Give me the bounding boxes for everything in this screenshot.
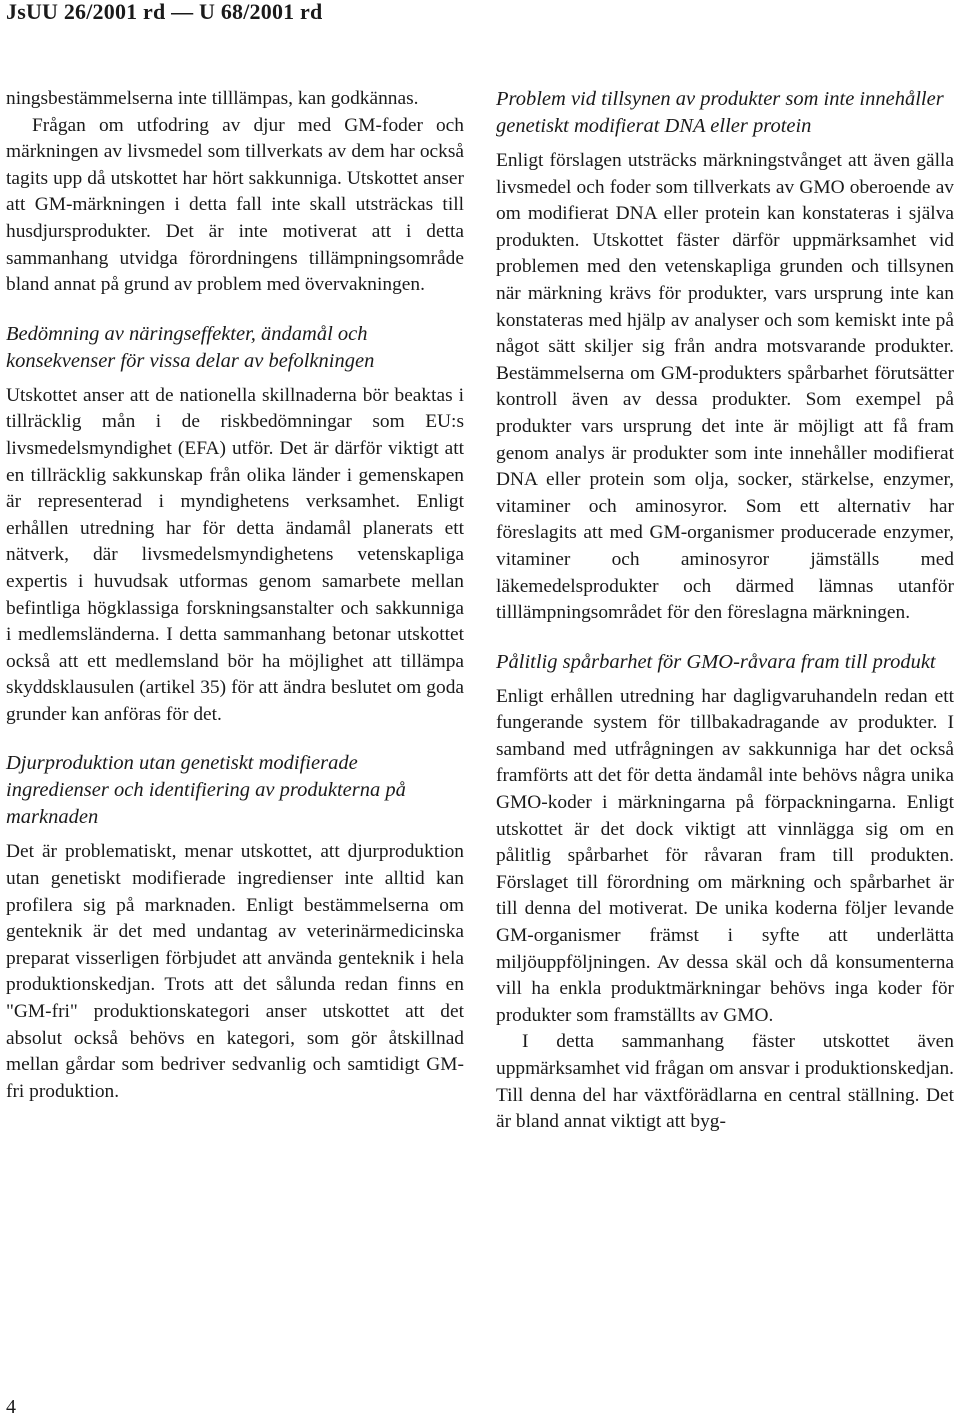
paragraph: Det är problematiskt, menar utskottet, att djurproduktion utan genetiskt modifierade ingredienser inte alltid kan profilera sig på marknaden. Enligt bestämmelserna om genteknik är det med undantag av veterinärmedicinska preparat visserligen förbjudet att använda genteknik i hela produktionskedjan. Trots att det sålunda redan finns en "GM-fri" produktionskategori anser utskottet att det absolut också behövs en kategori, som gör åtskillnad mellan gårdar som bedriver sedvanlig och samtidigt GM-fri produktion. xyxy=(6,841,464,1102)
paragraph: ningsbestämmelserna inte tilllämpas, kan godkännas. xyxy=(6,88,419,109)
section-heading: Pålitlig spårbarhet för GMO-råvara fram till produkt xyxy=(496,650,936,673)
section-heading: Problem vid tillsynen av produkter som inte innehåller genetiskt modifierat DNA eller protein xyxy=(496,88,944,137)
paragraph: I detta sammanhang fäster utskottet även uppmärksamhet vid frågan om ansvar i produktionskedjan. Till denna del har växtförädlarna en central ställning. Det är bland annat viktigt att byg- xyxy=(496,1031,954,1133)
section-heading: Djurproduktion utan genetiskt modifierade ingredienser och identifiering av produkterna på marknaden xyxy=(6,752,406,829)
paragraph: Enligt erhållen utredning har dagligvaruhandeln redan ett fungerande system för tillbakadragande av produkter. I samband med utfrågningen av sakkunniga har det också framförts att det för detta ändamål inte behövs några unika GMO-koder i märkningarna på förpackningarna. Enligt utskottet är det dock viktigt att vinnlägga sig om en pålitlig spårbarhet för råvaran fram till produkten. Förslaget till förordning om märkning och spårbarhet är till denna del motiverat. De unika koderna följer levande GM-organismer främst i syfte att underlätta miljöuppföljningen. Av dessa skäl och då konsumenterna vill ha enkla produktmärkningar behövs inga koder för produkter som framställts av GMO. xyxy=(496,685,954,1026)
left-column xyxy=(6,86,464,1105)
document-reference-header: JsUU 26/2001 rd — U 68/2001 rd xyxy=(6,0,323,24)
page-number: 4 xyxy=(6,1396,16,1418)
right-column xyxy=(496,86,954,1136)
section-heading: Bedömning av näringseffekter, ändamål och konsekvenser för vissa delar av befolkningen xyxy=(6,322,375,372)
paragraph: Frågan om utfodring av djur med GM-foder och märkningen av livsmedel som tillverkats av dem har också tagits upp då utskottet har hört sakkunniga. Utskottet anser att GM-märkningen i detta fall inte skall utsträckas till husdjursprodukter. Det är inte motiverat att i detta sammanhang utvidga förordningens tillämpningsområde bland annat på grund av problem med övervakningen. xyxy=(6,114,464,296)
paragraph: Utskottet anser att de nationella skillnaderna bör beaktas i tillräcklig mån i de riskbedömningar som EU:s livsmedelsmyndighet (EFA) utför. Det är därför viktigt att en tillräcklig sakkunskap från olika länder i gemenskapen är representerad i myndighetens verksamhet. Enligt erhållen utredning har för detta ändamål planerats ett nätverk, där livsmedelsmyndighetens vetenskapliga expertis i huvudsak utformas genom samarbete mellan befintliga högklassiga forskningsanstalter och sakkunniga i medlemsländerna. I detta sammanhang betonar utskottet också att ett medlemsland bör ha möjlighet att tillämpa skyddsklausulen (artikel 35) för att ändra beslutet om goda grunder kan anföras för det. xyxy=(6,384,464,725)
paragraph: Enligt förslagen utsträcks märkningstvånget att även gälla livsmedel och foder som tillverkats av GMO oberoende av om modifierat DNA eller protein kan konstateras i själva produkten. Utskottet fäster därför uppmärksamhet vid problemen med den vetenskapliga grunden och tillsynen när märkning krävs för produkter, vars ursprung inte kan konstateras med hjälp av analyser och som kemiskt inte på något sätt skiljer sig från andra motsvarande produkter. Bestämmelserna om GM-produkters spårbarhet förutsätter kontroll även av dessa produkter. Som exempel på produkter vars ursprung det inte är möjligt att få fram genom analys är produkter som inte innehåller modifierat DNA eller protein som olja, socker, stärkelse, enzymer, vitaminer och aminosyror. Som ett alternativ har föreslagits att med GM-organismer producerade enzymer, vitaminer och aminosyror jämställs med läkemedelsprodukter och därmed lämnas utanför tilllämpningsområdet för den föreslagna märkningen. xyxy=(496,150,954,624)
